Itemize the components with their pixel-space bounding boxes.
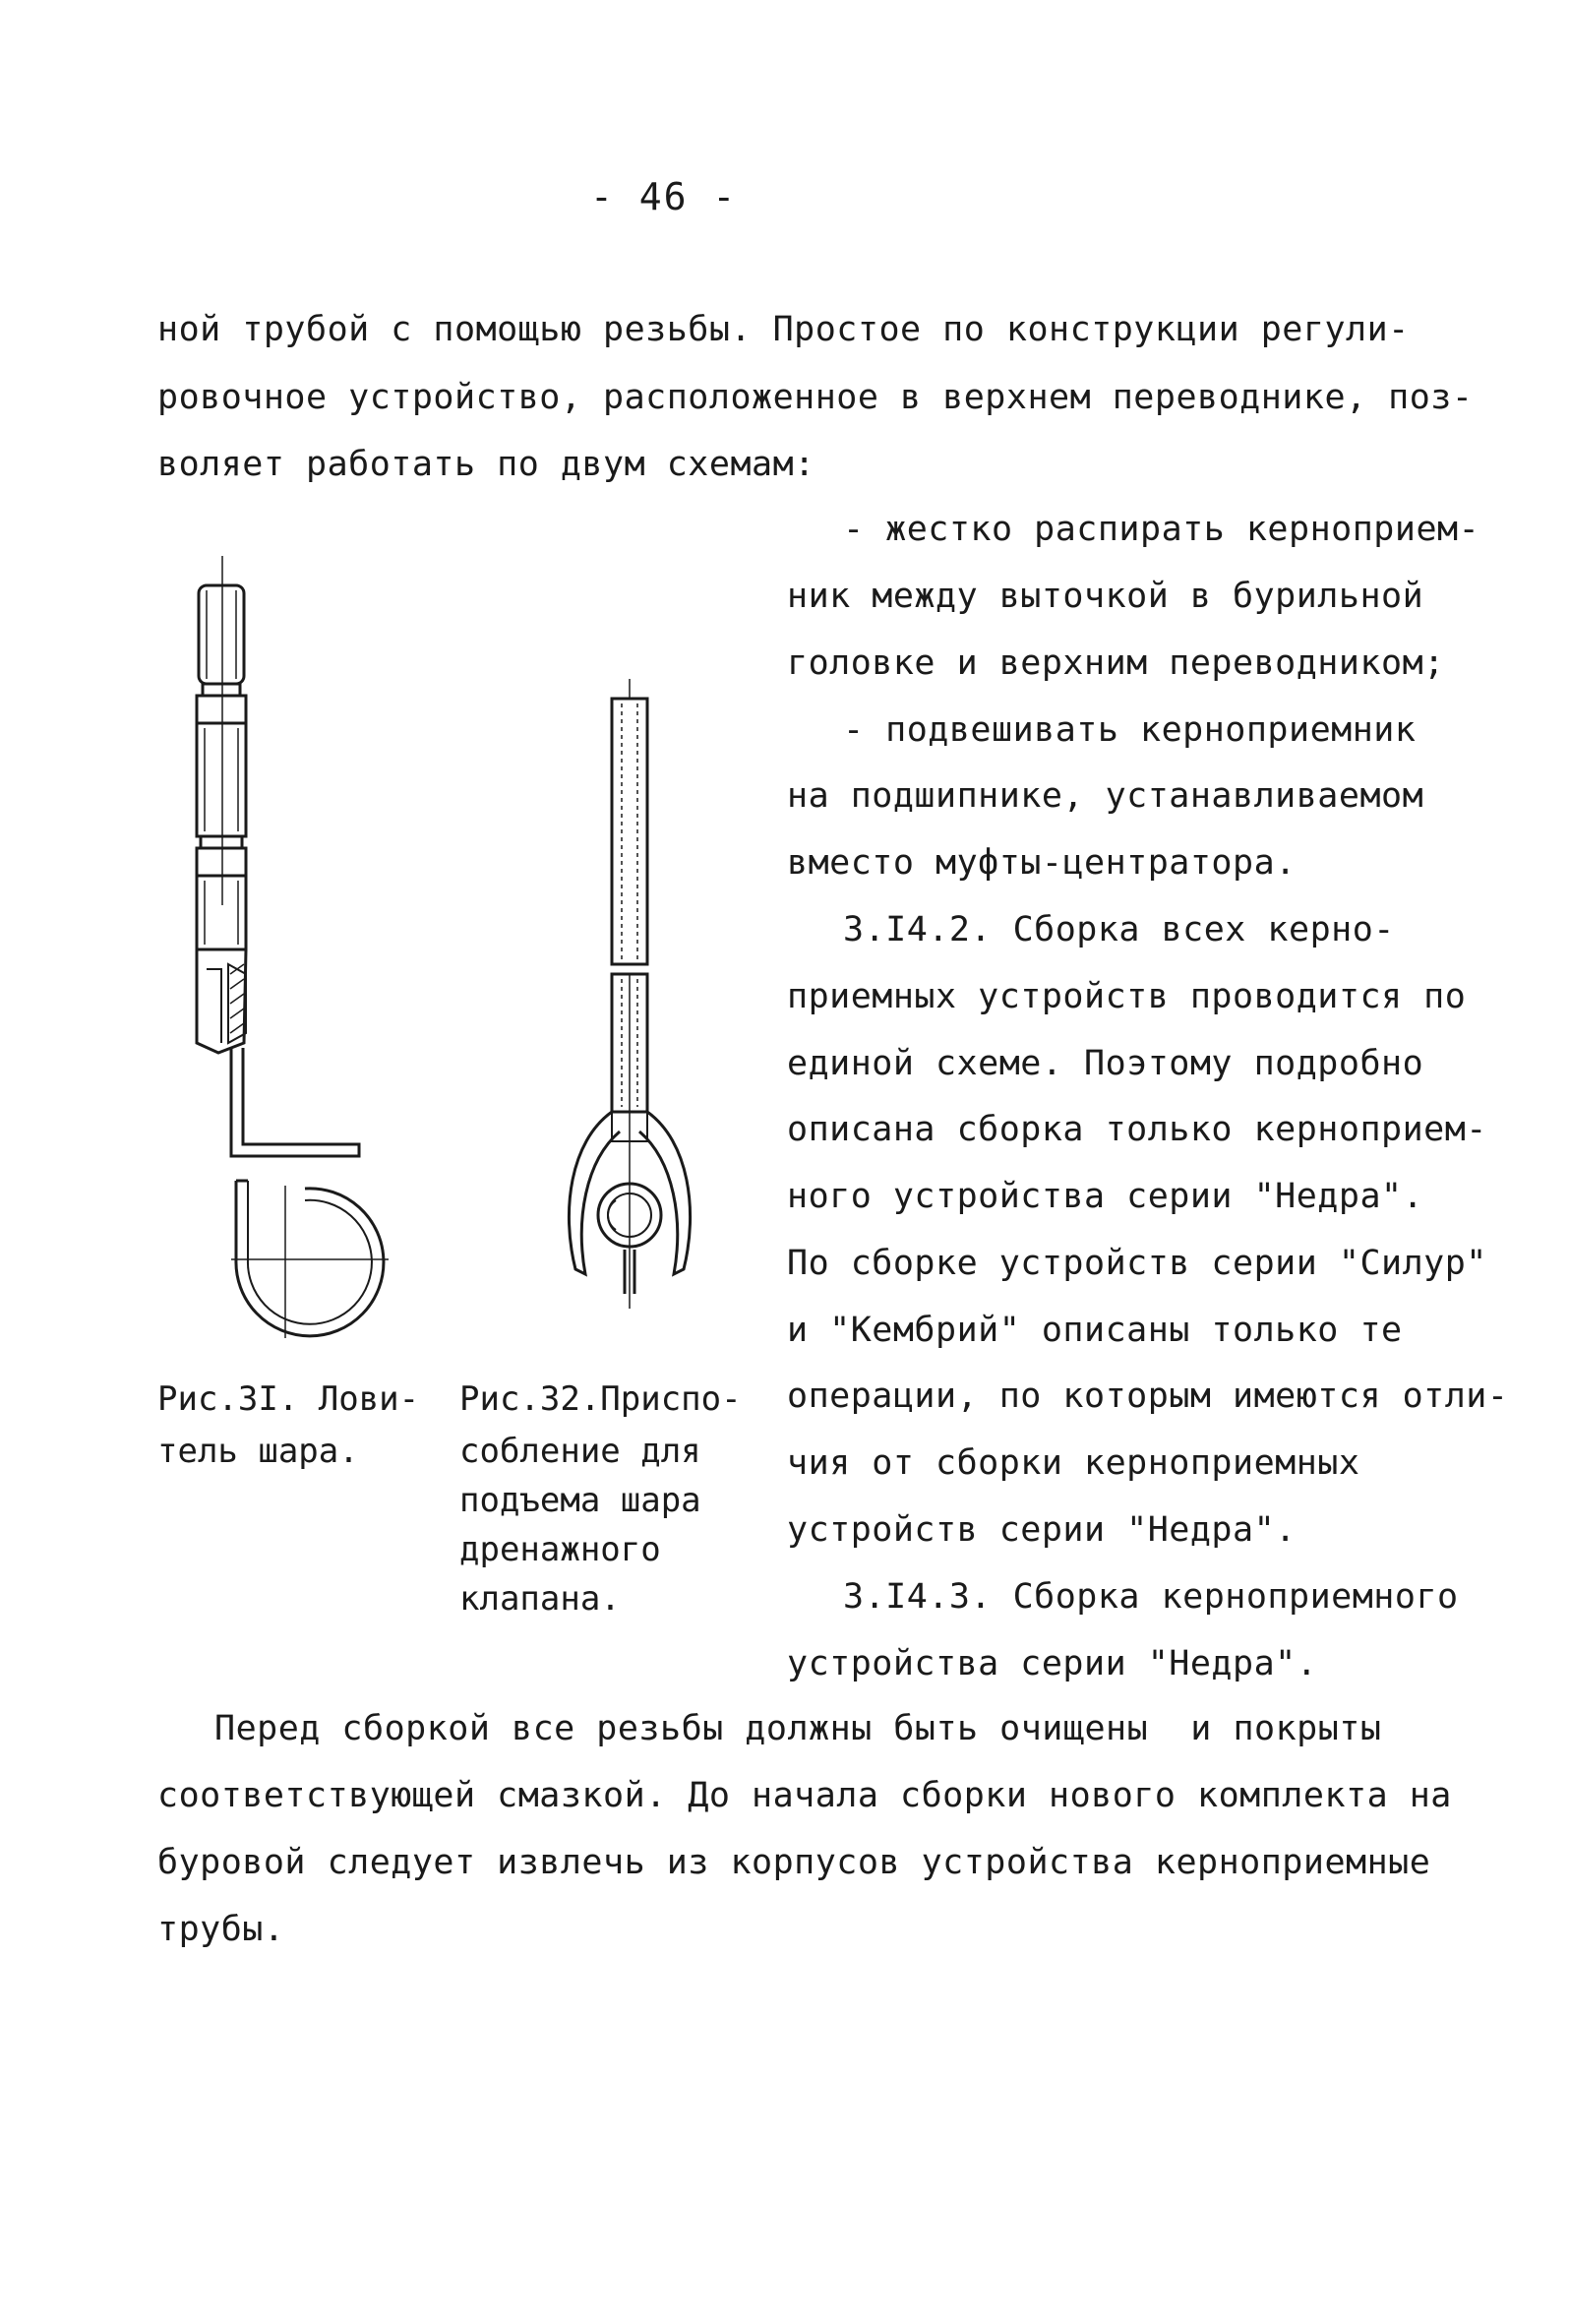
- right-column-line: вместо муфты-центратора.: [787, 843, 1297, 883]
- right-column-line: - подвешивать керноприемник: [843, 710, 1417, 750]
- right-column-line: - жестко распирать керноприем-: [843, 510, 1480, 549]
- intro-line: ной трубой с помощью резьбы. Простое по конструкции регули-: [157, 310, 1410, 349]
- figure32-caption-line: подъема шара: [459, 1481, 701, 1520]
- intro-line: воляет работать по двум схемам:: [157, 445, 815, 484]
- right-column-line: устройства серии "Недра".: [787, 1644, 1318, 1683]
- ball-catcher-figure: [167, 551, 413, 1338]
- right-column-line: устройств серии "Недра".: [787, 1510, 1297, 1550]
- ball-lifting-device-figure: [551, 679, 728, 1309]
- bottom-line: трубы.: [157, 1910, 285, 1949]
- figure32-caption-line: собление для: [459, 1432, 701, 1471]
- right-column-line: 3.I4.2. Сборка всех керно-: [843, 910, 1395, 949]
- right-column-line: приемных устройств проводится по: [787, 977, 1467, 1016]
- right-column-line: описана сборка только керноприем-: [787, 1110, 1487, 1149]
- right-column-line: операции, по которым имеются отли-: [787, 1376, 1509, 1416]
- right-column-line: 3.I4.3. Сборка керноприемного: [843, 1577, 1459, 1617]
- right-column-line: и "Кембрий" описаны только те: [787, 1311, 1403, 1350]
- figure32-caption-line: Рис.32.Приспо-: [459, 1379, 742, 1419]
- bottom-line: Перед сборкой все резьбы должны быть очищены и покрыты: [214, 1709, 1382, 1748]
- right-column-line: ник между выточкой в бурильной: [787, 577, 1424, 616]
- right-column-line: ного устройства серии "Недра".: [787, 1177, 1424, 1216]
- bottom-line: буровой следует извлечь из корпусов устройства керноприемные: [157, 1843, 1431, 1882]
- page-number: - 46 -: [590, 175, 738, 218]
- right-column-line: По сборке устройств серии "Силур": [787, 1244, 1487, 1283]
- right-column-line: чия от сборки керноприемных: [787, 1443, 1360, 1483]
- right-column-line: головке и верхним переводником;: [787, 643, 1445, 683]
- figure32-caption-line: клапана.: [459, 1579, 621, 1619]
- intro-line: ровочное устройство, расположенное в верхнем переводнике, поз-: [157, 378, 1474, 417]
- figure31-caption-line: Рис.3I. Лови-: [157, 1379, 420, 1419]
- figure31-caption-line: тель шара.: [157, 1432, 359, 1471]
- bottom-line: соответствующей смазкой. До начала сборки нового комплекта на: [157, 1776, 1452, 1815]
- right-column-line: единой схеме. Поэтому подробно: [787, 1044, 1424, 1083]
- figure32-caption-line: дренажного: [459, 1530, 661, 1569]
- right-column-line: на подшипнике, устанавливаемом: [787, 776, 1424, 816]
